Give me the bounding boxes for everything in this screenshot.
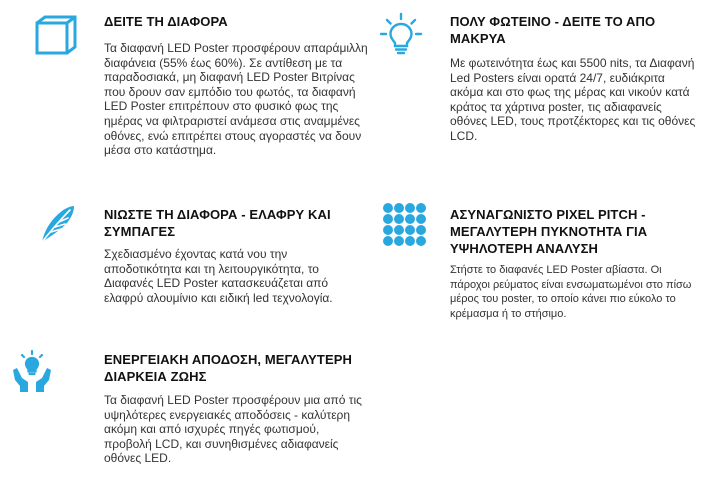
- feature-description: Τα διαφανή LED Poster προσφέρουν απαράμιλλη διαφάνεια (55% έως 60%). Σε αντίθεση με τα παραδοσιακά, μη διαφανή LED Poster Βιτρίνας που δρουν σαν εμπόδιο του φωτός, τα διαφανή LED Poster επιτρέπουν στο φυσικό φως της ημέρας να φιλτραριστεί ανάμεσα στις αναμμένες οθόνες, ενώ επιτρέπει στους αγοραστές να δουν μέσα στο κατάστημα.: [104, 41, 368, 158]
- transparent-cube-icon: [34, 14, 78, 58]
- feature-title: ΠΟΛΥ ΦΩΤΕΙΝΟ - ΔΕΙΤΕ ΤΟ ΑΠΟ ΜΑΚΡΥΑ: [450, 14, 656, 46]
- feature-title: ΝΙΩΣΤΕ ΤΗ ΔΙΑΦΟΡΑ - ΕΛΑΦΡΥ ΚΑΙ ΣΥΜΠΑΓΕΣ: [104, 207, 331, 239]
- feature-title: ΔΕΙΤΕ ΤΗ ΔΙΑΦΟΡΑ: [104, 14, 228, 29]
- pixel-grid-icon: [382, 202, 426, 246]
- feature-title: ΑΣΥΝΑΓΩΝΙΣΤΟ PIXEL PITCH - ΜΕΓΑΛΥΤΕΡΗ ΠΥΚΝΟΤΗΤΑ ΓΙΑ ΥΨΗΛΟΤΕΡΗ ΑΝΑΛΥΣΗ: [450, 207, 648, 256]
- feature-description: Στήστε το διαφανές LED Poster αβίαστα. Οι πάροχοι ρεύματος είναι ενσωματωμένοι στο πίσω μέρος του poster, το οποίο κάνει πιο εύκολο το κρέμασμα ή το στήσιμο.: [450, 264, 692, 320]
- feature-title: ΕΝΕΡΓΕΙΑΚΗ ΑΠΟΔΟΣΗ, ΜΕΓΑΛΥΤΕΡΗ ΔΙΑΡΚΕΙΑ ΖΩΗΣ: [104, 352, 352, 384]
- feather-icon: [34, 202, 78, 246]
- feature-description: Με φωτεινότητα έως και 5500 nits, τα Διαφανή Led Posters είναι ορατά 24/7, ευδιάκριτα ακόμα και στο φως της μέρας και νικούν κατά κράτος τα χάρτινα poster, τις αδιαφανείς οθόνες LED, τους προτζέκτορες και τις οθόνες LCD.: [450, 56, 696, 143]
- feature-description: Σχεδιασμένο έχοντας κατά νου την αποδοτικότητα και τη λειτουργικότητα, το Διαφανές LED Poster κατασκευάζεται από ελαφρύ αλουμίνιο και ειδική led τεχνολογία.: [104, 247, 333, 305]
- feature-description: Τα διαφανή LED Poster προσφέρουν μια από τις υψηλότερες ενεργειακές αποδόσεις - καλύτερη ακόμη και από ισχυρές πηγές φωτισμού, προβολή LCD, και συνηθισμένες αδιαφανείς οθόνες LED.: [104, 393, 362, 466]
- hands-bulb-icon: [10, 350, 54, 394]
- light-bulb-icon: [379, 12, 423, 56]
